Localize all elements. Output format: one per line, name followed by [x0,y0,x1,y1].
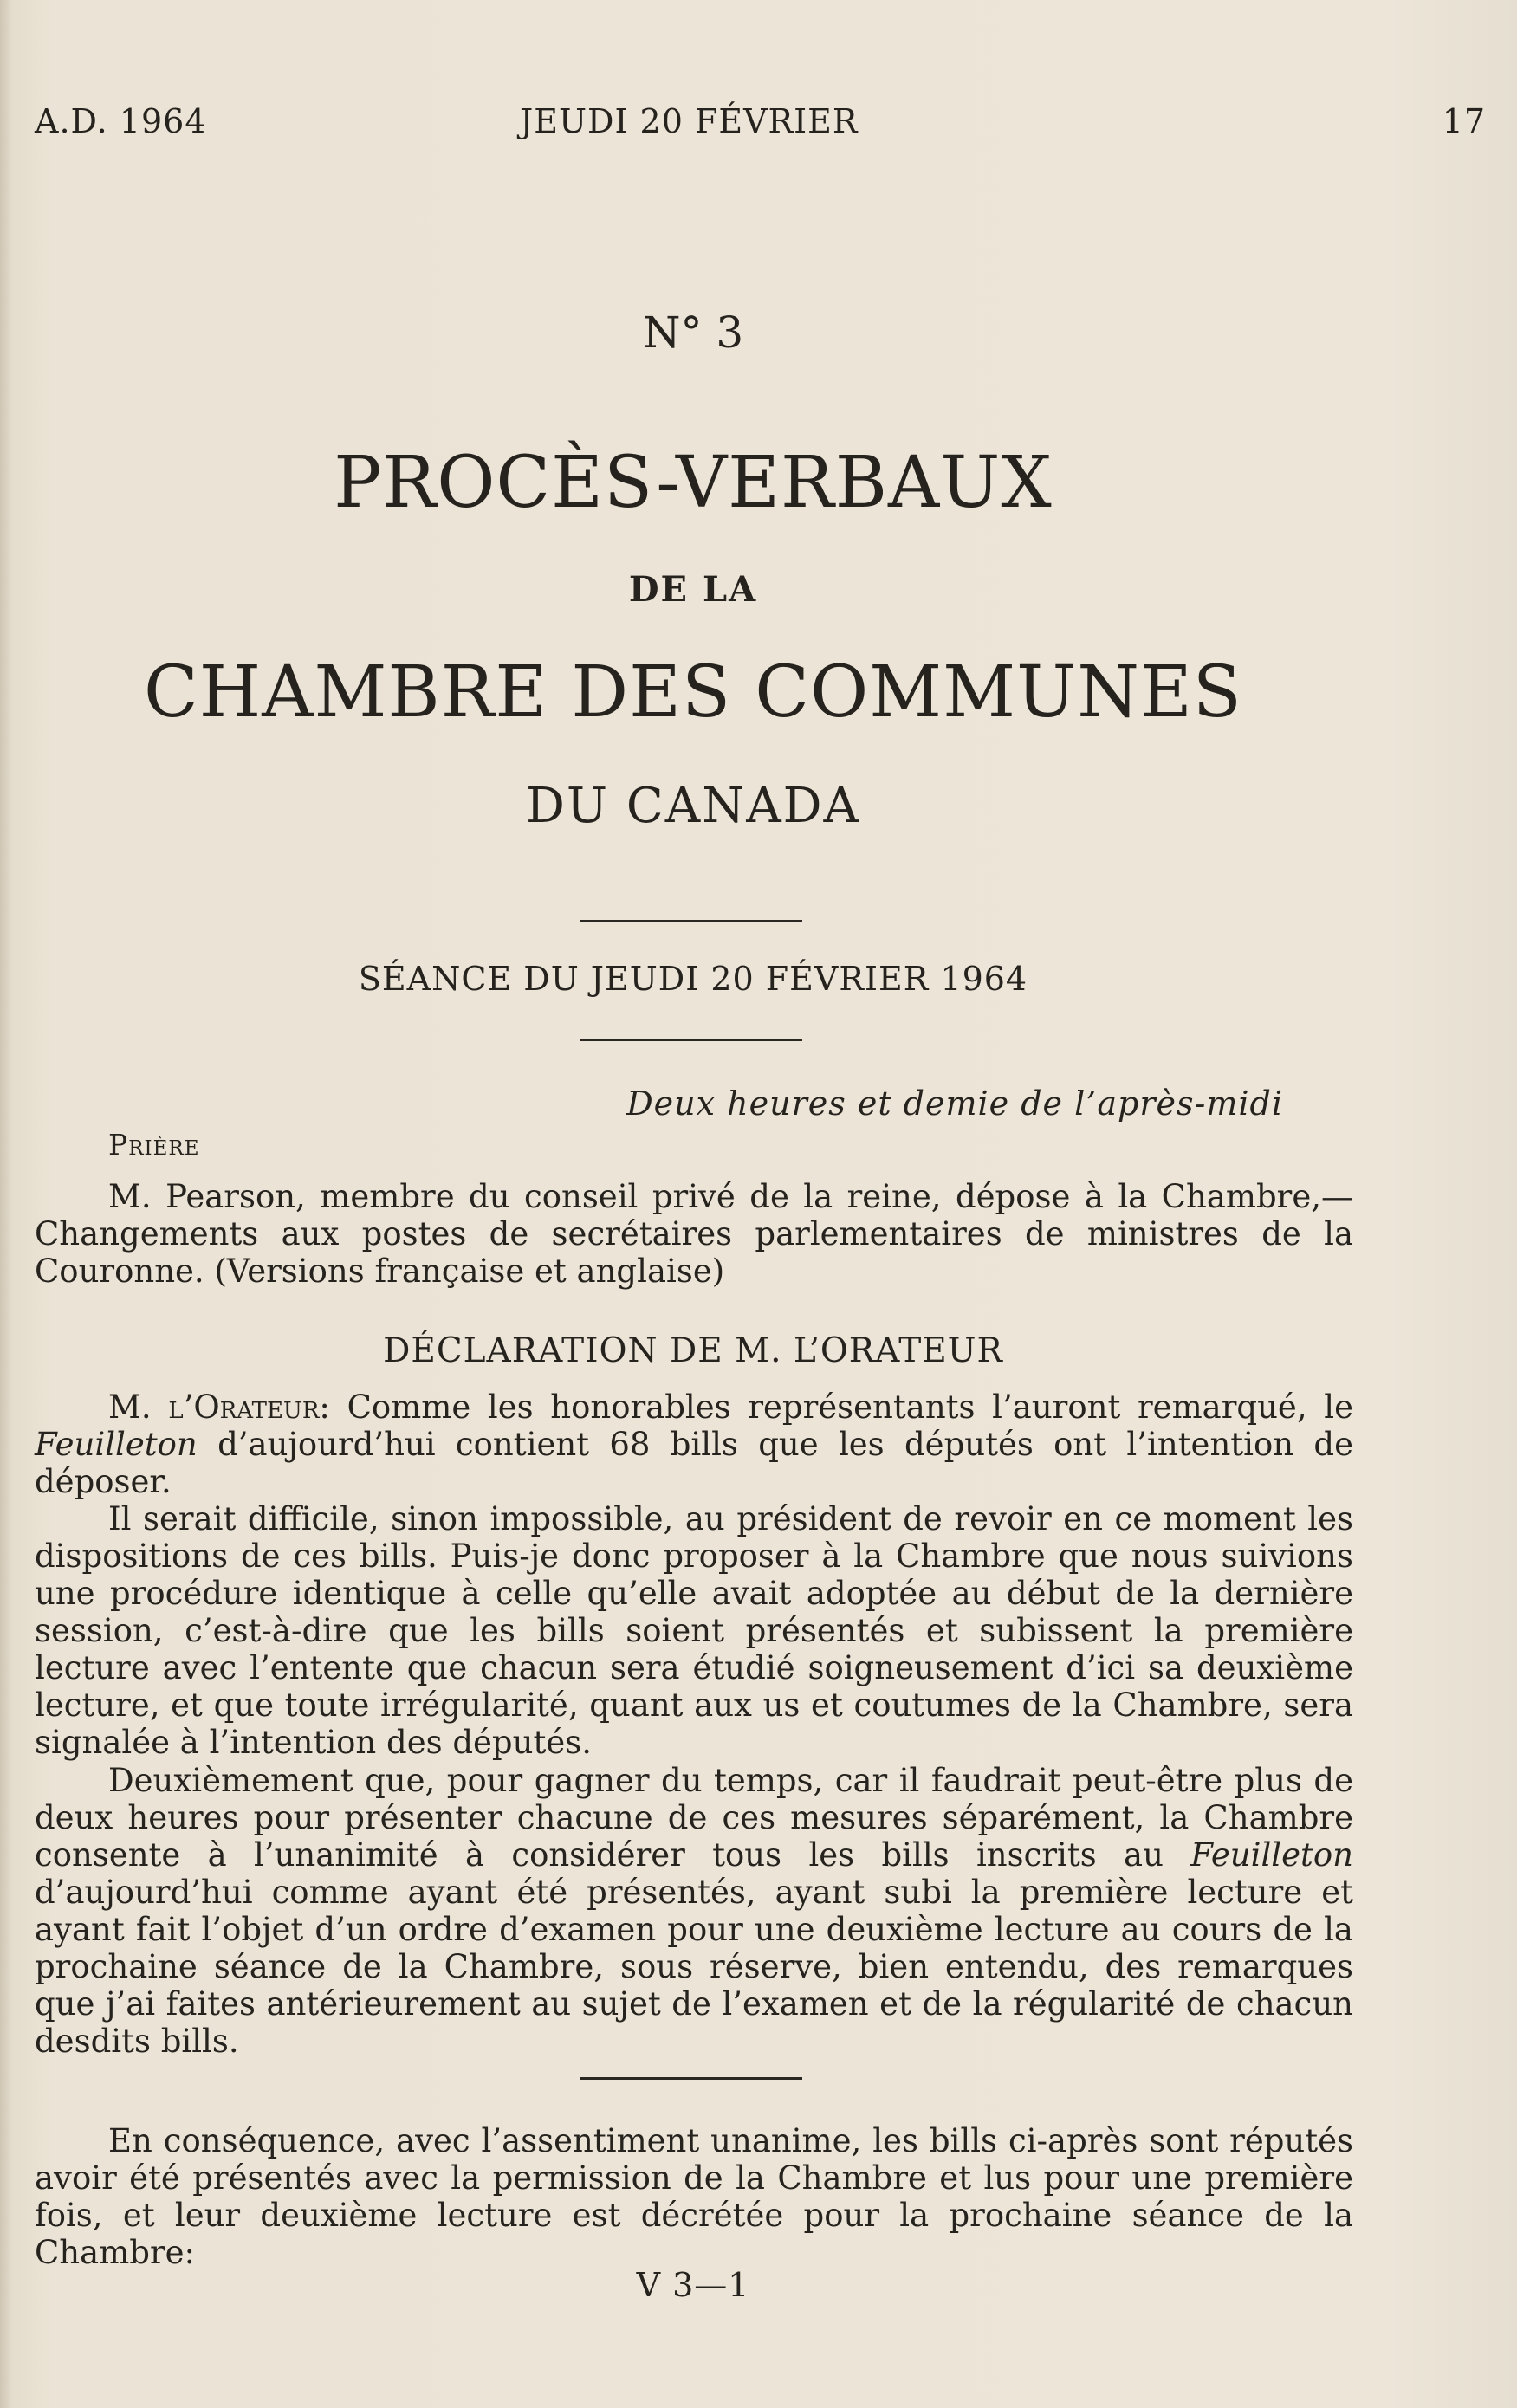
text-run: Deuxièmement que, pour gagner du temps, car il faudrait peut-être plus de deux heures pour présenter chacune de ces mesures séparément, la Chambre consente à l’unanimité à considérer tous les bills inscrits au [35,1762,1353,1874]
header-date: JEUDI 20 FÉVRIER [520,102,859,140]
seance-heading: SÉANCE DU JEUDI 20 FÉVRIER 1964 [358,960,1028,998]
signature-mark: V 3—1 [636,2266,750,2304]
text-run: Comme les honorables représentants l’auront remarqué, le [329,1388,1353,1426]
paragraph-consequence: En conséquence, avec l’assentiment unanime, les bills ci-après sont réputés avoir été présentés avec la permission de la Chambre et lus pour une première fois, et leur deuxième lecture est décrétée pour la prochaine séance de la Chambre: [35,2122,1353,2271]
header-year: A.D. 1964 [35,102,207,140]
title-proces-verbaux: PROCÈS-VERBAUX [334,442,1053,524]
issue-number: N° 3 [642,307,744,358]
priere-heading: Prière [108,1128,200,1162]
title-de-la: DE LA [628,569,758,610]
divider [580,920,802,922]
divider [580,2077,802,2080]
paragraph-deuxiemement [35,1762,1353,2060]
italic-feuilleton: Feuilleton [35,1426,198,1463]
title-du-canada: DU CANADA [526,778,860,834]
declaration-heading: DÉCLARATION DE M. L’ORATEUR [383,1331,1003,1370]
italic-feuilleton: Feuilleton [1190,1836,1353,1874]
page-number: 17 [1442,102,1486,140]
paragraph-difficile: Il serait difficile, sinon impossible, au président de revoir en ce moment les dispositions de ces bills. Puis-je donc proposer à la Chambre que nous suivions une procédure identique à celle qu’elle avait adoptée au début de la dernière session, c’est-à-dire que les bills soient présentés et subissent la première lecture avec l’entente que chacun sera étudié soigneusement d’ici sa deuxième lecture, et que toute irrégularité, quant aux us et coutumes de la Chambre, sera signalée à l’intention des députés. [35,1500,1353,1761]
sitting-time: Deux heures et demie de l’après-midi [626,1084,1283,1123]
title-chambre: CHAMBRE DES COMMUNES [144,651,1242,734]
paragraph-orateur [35,1388,1353,1500]
divider [580,1039,802,1041]
text-run: d’aujourd’hui comme ayant été présentés, ayant subi la première lecture et ayant fait l’objet d’un ordre d’examen pour une deuxième lecture au cours de la prochaine séance de la Chambre, sous réserve, bien entendu, des remarques que j’ai faites antérieurement au sujet de l’examen et de la régularité de chacun desdits bills. [35,1874,1353,2060]
speaker-name: M. l’Orateur: [108,1388,330,1426]
paragraph-pearson: M. Pearson, membre du conseil privé de la reine, dépose à la Chambre,— Changements aux postes de secrétaires parlementaires de ministres de la Couronne. (Versions française et anglaise) [35,1178,1353,1290]
text-run: d’aujourd’hui contient 68 bills que les députés ont l’intention de déposer. [35,1426,1353,1500]
